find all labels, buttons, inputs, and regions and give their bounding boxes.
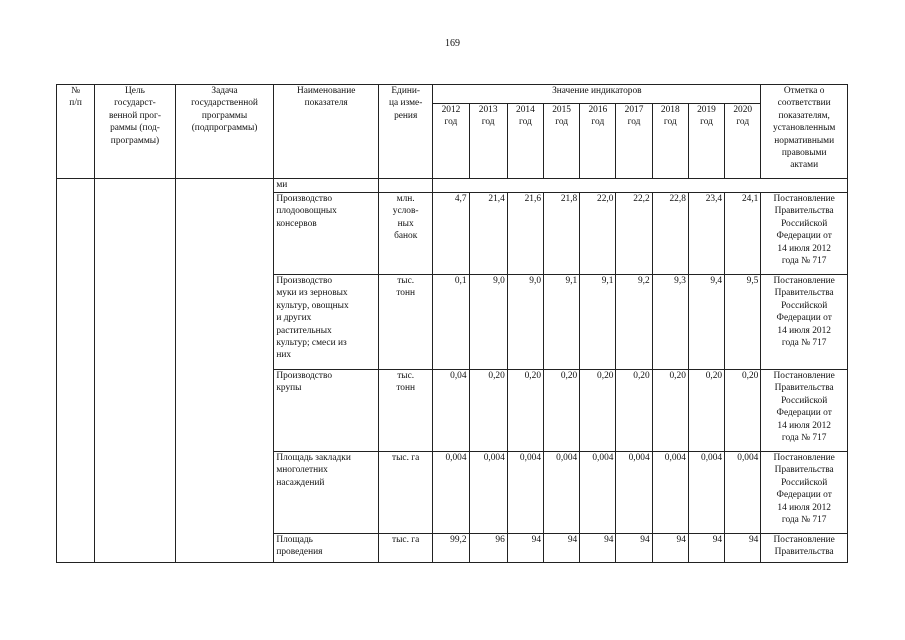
regulatory-note: Постановление Правительства Российской Федерации от 14 июля 2012 года № 717 [761,193,848,275]
value-2020: 9,5 [725,275,761,370]
header-year: 2016 год [580,104,616,179]
regulatory-note: Постановление Правительства Российской Федерации от 14 июля 2012 года № 717 [761,275,848,370]
value-2014: 0,004 [507,452,543,534]
value-2019: 23,4 [688,193,724,275]
value-2014: 94 [507,534,543,563]
header-task: Задача государственной программы (подпрограммы) [175,85,274,179]
header-year: 2015 год [544,104,580,179]
value-2019: 0,004 [688,452,724,534]
indicator-name: Площадь закладки многолетних насаждений [274,452,379,534]
unit: тыс. га [379,452,433,534]
value-2017: 0,004 [616,452,652,534]
value-2017: 94 [616,534,652,563]
value-2018: 9,3 [652,275,688,370]
indicator-name: Площадь проведения [274,534,379,563]
unit: тыс. га [379,534,433,563]
value-2014: 9,0 [507,275,543,370]
unit-continuation [379,179,433,193]
value-2018: 0,20 [652,370,688,452]
value-2012: 0,1 [433,275,469,370]
regulatory-note: Постановление Правительства Российской Федерации от 14 июля 2012 года № 717 [761,370,848,452]
value-2019: 9,4 [688,275,724,370]
value-2020: 0,20 [725,370,761,452]
value-2016: 0,004 [580,452,616,534]
indicator-name: Производство плодоовощных консервов [274,193,379,275]
page-number: 169 [445,38,460,49]
value-2018: 94 [652,534,688,563]
value-2012: 4,7 [433,193,469,275]
header-number: № п/п [57,85,95,179]
value-2013: 96 [469,534,507,563]
unit: тыс. тонн [379,275,433,370]
unit: тыс. тонн [379,370,433,452]
indicators-table [56,84,848,563]
value-2014: 21,6 [507,193,543,275]
header-goal: Цель государст- венной прог- раммы (под- программы) [95,85,176,179]
indicator-name: Производство крупы [274,370,379,452]
value-2012: 0,004 [433,452,469,534]
value-2020: 0,004 [725,452,761,534]
value-2017: 9,2 [616,275,652,370]
header-unit: Едини- ца изме- рения [379,85,433,179]
header-indicator-name: Наименование показателя [274,85,379,179]
regulatory-note: Постановление Правительства Российской Федерации от 14 июля 2012 года № 717 [761,452,848,534]
value-2016: 0,20 [580,370,616,452]
value-2012: 0,04 [433,370,469,452]
header-regulatory-note: Отметка о соответствии показателям, установленным нормативными правовыми актами [761,85,848,179]
unit: млн. услов- ных банок [379,193,433,275]
value-2017: 22,2 [616,193,652,275]
value-2016: 94 [580,534,616,563]
header-year: 2014 год [507,104,543,179]
indicator-name-continuation: ми [274,179,379,193]
value-2017: 0,20 [616,370,652,452]
regulatory-note: Постановление Правительства [761,534,848,563]
value-2015: 9,1 [544,275,580,370]
header-year: 2018 год [652,104,688,179]
value-2016: 9,1 [580,275,616,370]
value-2013: 0,004 [469,452,507,534]
value-2016: 22,0 [580,193,616,275]
goal-cell [95,179,176,563]
value-2012: 99,2 [433,534,469,563]
task-cell [175,179,274,563]
value-2013: 9,0 [469,275,507,370]
value-2019: 94 [688,534,724,563]
value-2014: 0,20 [507,370,543,452]
value-2019: 0,20 [688,370,724,452]
header-indicator-values: Значение индикаторов [433,85,761,104]
value-2015: 0,004 [544,452,580,534]
value-2018: 22,8 [652,193,688,275]
value-2020: 94 [725,534,761,563]
indicator-name: Производство муки из зерновых культур, овощных и других растительных культур; смеси из них [274,275,379,370]
value-2013: 0,20 [469,370,507,452]
header-year: 2012 год [433,104,469,179]
values-continuation [433,179,848,193]
header-year: 2013 год [469,104,507,179]
value-2015: 94 [544,534,580,563]
value-2015: 21,8 [544,193,580,275]
header-year: 2019 год [688,104,724,179]
header-year: 2017 год [616,104,652,179]
number-cell [57,179,95,563]
value-2018: 0,004 [652,452,688,534]
header-year: 2020 год [725,104,761,179]
value-2013: 21,4 [469,193,507,275]
value-2020: 24,1 [725,193,761,275]
value-2015: 0,20 [544,370,580,452]
